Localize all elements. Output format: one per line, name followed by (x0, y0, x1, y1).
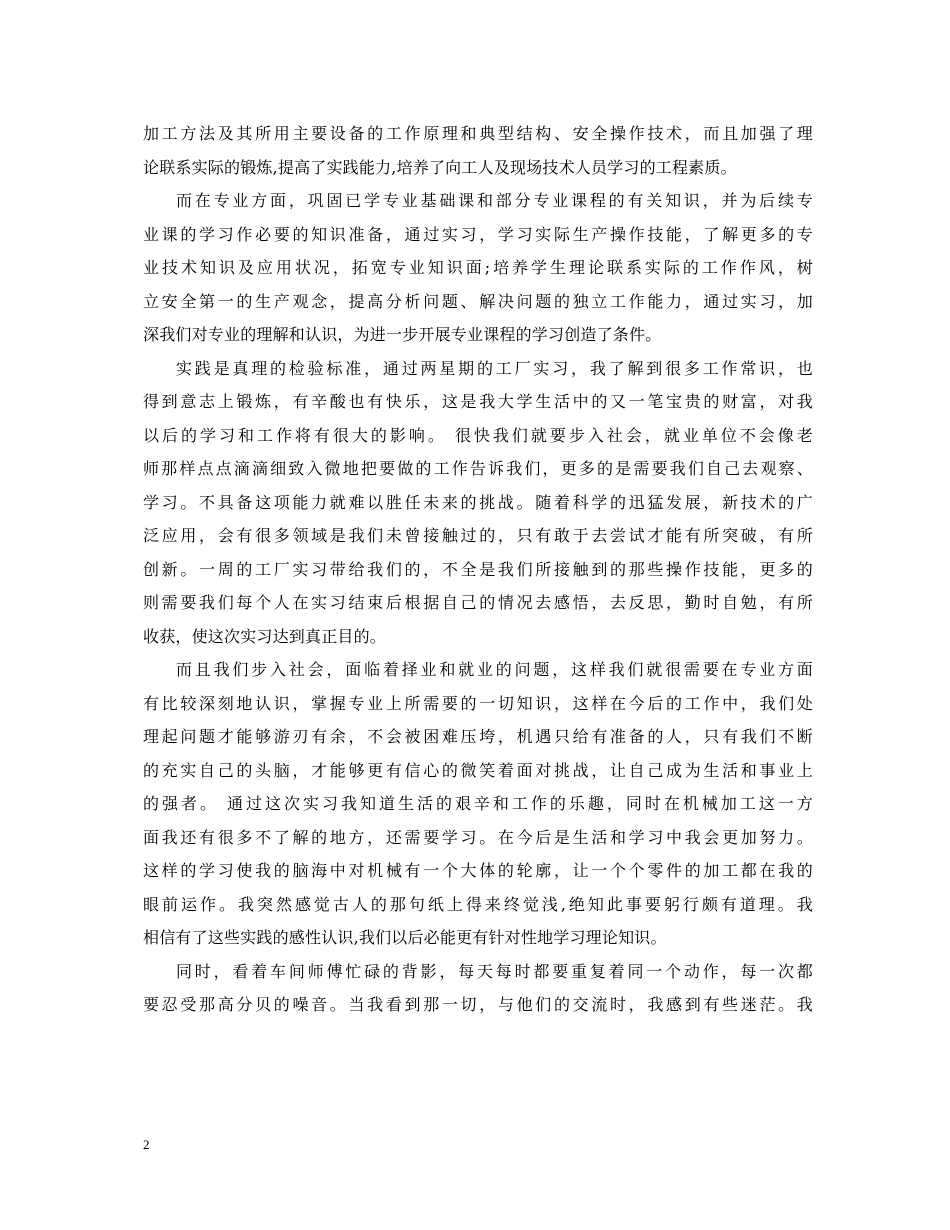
text-line: 这样的学习使我的脑海中对机械有一个大体的轮廓，让一个个零件的加工都在我的 (143, 861, 813, 880)
text-line: 眼前运作。我突然感觉古人的那句纸上得来终觉浅,绝知此事要躬行颇有道理。我 (143, 894, 813, 914)
text-line: 以后的学习和工作将有很大的影响。 很快我们就要步入社会，就业单位不会像老 (143, 425, 813, 445)
text-line: 理起问题才能够游刃有余，不会被困难压垮，机遇只给有准备的人，只有我们不断 (143, 727, 813, 746)
text-line: 面我还有很多不了解的地方，还需要学习。在今后是生活和学习中我会更加努力。 (143, 827, 813, 847)
text-line: 而在专业方面，巩固已学专业基础课和部分专业课程的有关知识，并为后续专 (176, 191, 813, 210)
text-line: 相信有了这些实践的感性认识,我们以后必能更有针对性地学习理论知识。 (143, 928, 667, 947)
text-line: 学习。不具备这项能力就难以胜任未来的挑战。随着科学的迅猛发展，新技术的广 (143, 492, 813, 512)
text-line: 师那样点点滴滴细致入微地把要做的工作告诉我们，更多的是需要我们自己去观察、 (143, 459, 813, 478)
text-line: 业技术知识及应用状况，拓宽专业知识面;培养学生理论联系实际的工作作风，树 (143, 258, 813, 277)
text-line: 得到意志上锻炼，有辛酸也有快乐，这是我大学生活中的又一笔宝贵的财富，对我 (143, 392, 813, 411)
text-line: 论联系实际的锻炼,提高了实践能力,培养了向工人及现场技术人员学习的工程素质。 (143, 157, 737, 177)
text-line: 同时，看着车间师傅忙碌的背影，每天每时都要重复着同一个动作，每一次都 (176, 961, 813, 981)
text-line: 实践是真理的检验标准，通过两星期的工厂实习，我了解到很多工作常识，也 (176, 358, 813, 378)
text-line: 要忍受那高分贝的噪音。当我看到那一切，与他们的交流时，我感到有些迷茫。我 (143, 995, 813, 1014)
text-line: 创新。一周的工厂实习带给我们的，不全是我们所接触到的那些操作技能，更多的 (143, 559, 813, 579)
page-number: 2 (143, 1137, 150, 1152)
text-line: 深我们对专业的理解和认识，为进一步开展专业课程的学习创造了条件。 (143, 325, 662, 344)
text-line: 泛应用，会有很多领域是我们未曾接触过的，只有敢于去尝试才能有所突破，有所 (143, 526, 813, 545)
text-line: 而且我们步入社会，面临着择业和就业的问题，这样我们就很需要在专业方面 (176, 660, 813, 679)
text-line: 的强者。 通过这次实习我知道生活的艰辛和工作的乐趣，同时在机械加工这一方 (143, 794, 813, 813)
text-line: 加工方法及其所用主要设备的工作原理和典型结构、安全操作技术，而且加强了理 (143, 124, 813, 143)
text-line: 的充实自己的头脑，才能够更有信心的微笑着面对挑战，让自己成为生活和事业上 (143, 760, 813, 780)
text-line: 则需要我们每个人在实习结束后根据自己的情况去感悟，去反思，勤时自勉，有所 (143, 593, 813, 612)
text-line: 收获，使这次实习达到真正目的。 (143, 626, 387, 646)
body-text (143, 117, 813, 1022)
text-line: 立安全第一的生产观念，提高分析问题、解决问题的独立工作能力，通过实习，加 (143, 291, 813, 311)
text-line: 有比较深刻地认识，掌握专业上所需要的一切知识，这样在今后的工作中，我们处 (143, 693, 813, 713)
text-line: 业课的学习作必要的知识准备，通过实习，学习实际生产操作技能，了解更多的专 (143, 224, 813, 244)
